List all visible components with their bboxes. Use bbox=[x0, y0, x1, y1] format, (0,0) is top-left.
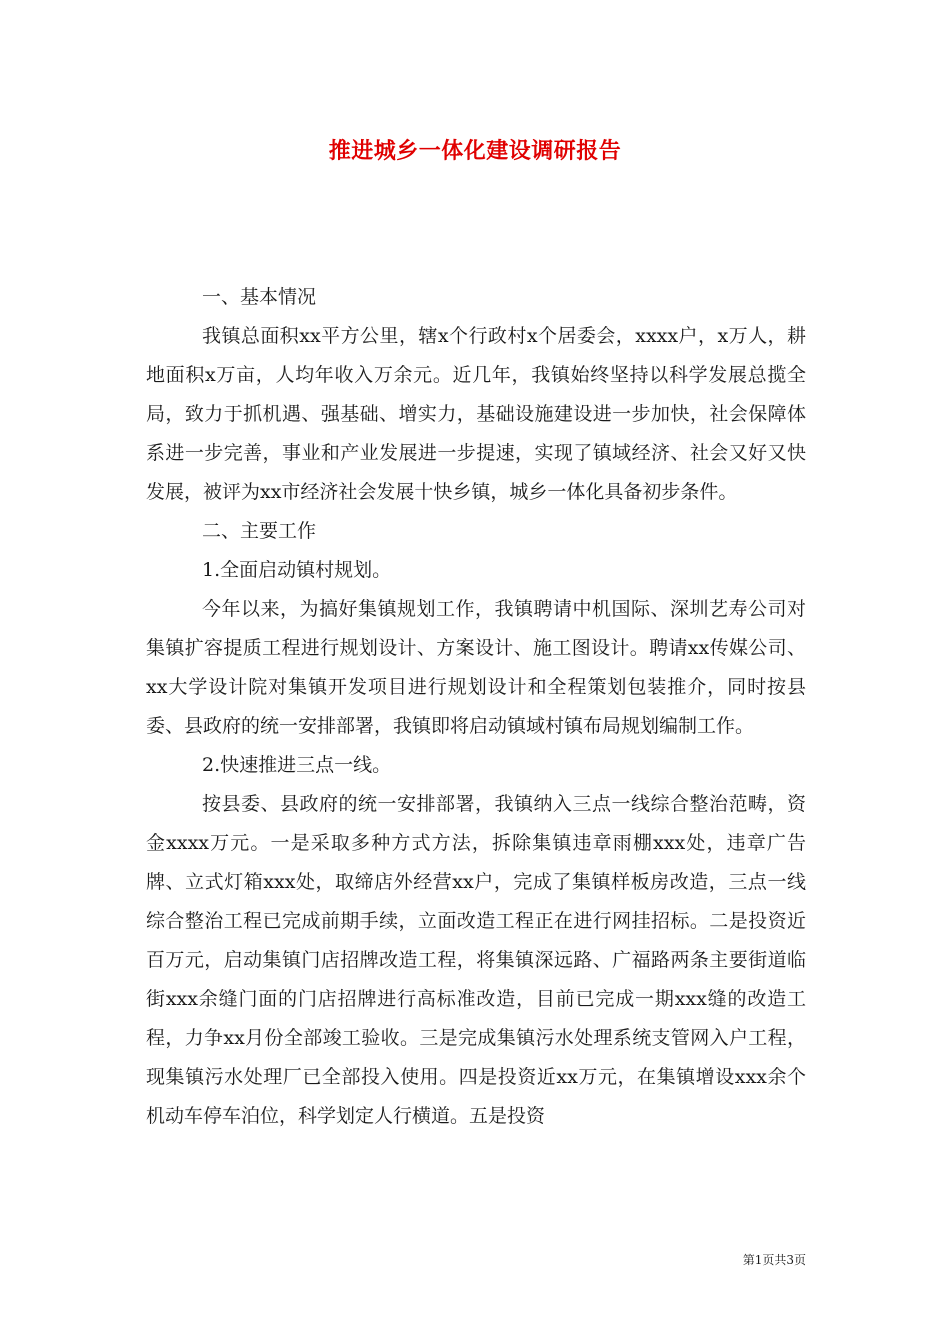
subsection-heading: 1.全面启动镇村规划。 bbox=[202, 559, 392, 581]
subsection-heading: 2.快速推进三点一线。 bbox=[202, 754, 392, 776]
document-body bbox=[146, 278, 806, 1136]
document-title: 推进城乡一体化建设调研报告 bbox=[328, 138, 622, 164]
paragraph: 今年以来，为搞好集镇规划工作，我镇聘请中机国际、深圳艺寿公司对集镇扩容提质工程进行规划设计、方案设计、施工图设计。聘请xx传媒公司、xx大学设计院对集镇开发项目进行规划设计和全程策划包装推介，同时按县委、县政府的统一安排部署，我镇即将启动镇域村镇布局规划编制工作。 bbox=[146, 598, 806, 737]
paragraph: 我镇总面积xx平方公里，辖x个行政村x个居委会，xxxx户，x万人，耕地面积x万亩，人均年收入万余元。近几年，我镇始终坚持以科学发展总揽全局，致力于抓机遇、强基础、增实力，基础设施建设进一步加快，社会保障体系进一步完善，事业和产业发展进一步提速，实现了镇域经济、社会又好又快发展，被评为xx市经济社会发展十快乡镇，城乡一体化具备初步条件。 bbox=[146, 325, 806, 503]
section-heading: 一、基本情况 bbox=[202, 286, 317, 308]
section-heading: 二、主要工作 bbox=[202, 520, 317, 542]
paragraph: 按县委、县政府的统一安排部署，我镇纳入三点一线综合整治范畴，资金xxxx万元。一是采取多种方式方法，拆除集镇违章雨棚xxx处，违章广告牌、立式灯箱xxx处，取缔店外经营xx户，完成了集镇样板房改造，三点一线综合整治工程已完成前期手续，立面改造工程正在进行网挂招标。二是投资近百万元，启动集镇门店招牌改造工程，将集镇深远路、广福路两条主要街道临街xxx余缝门面的门店招牌进行高标准改造，目前已完成一期xxx缝的改造工程，力争xx月份全部竣工验收。三是完成集镇污水处理系统支管网入户工程，现集镇污水处理厂已全部投入使用。四是投资近xx万元，在集镇增设xxx余个机动车停车泊位，科学划定人行横道。五是投资 bbox=[146, 793, 806, 1127]
page-number: 第1页共3页 bbox=[742, 1253, 806, 1267]
